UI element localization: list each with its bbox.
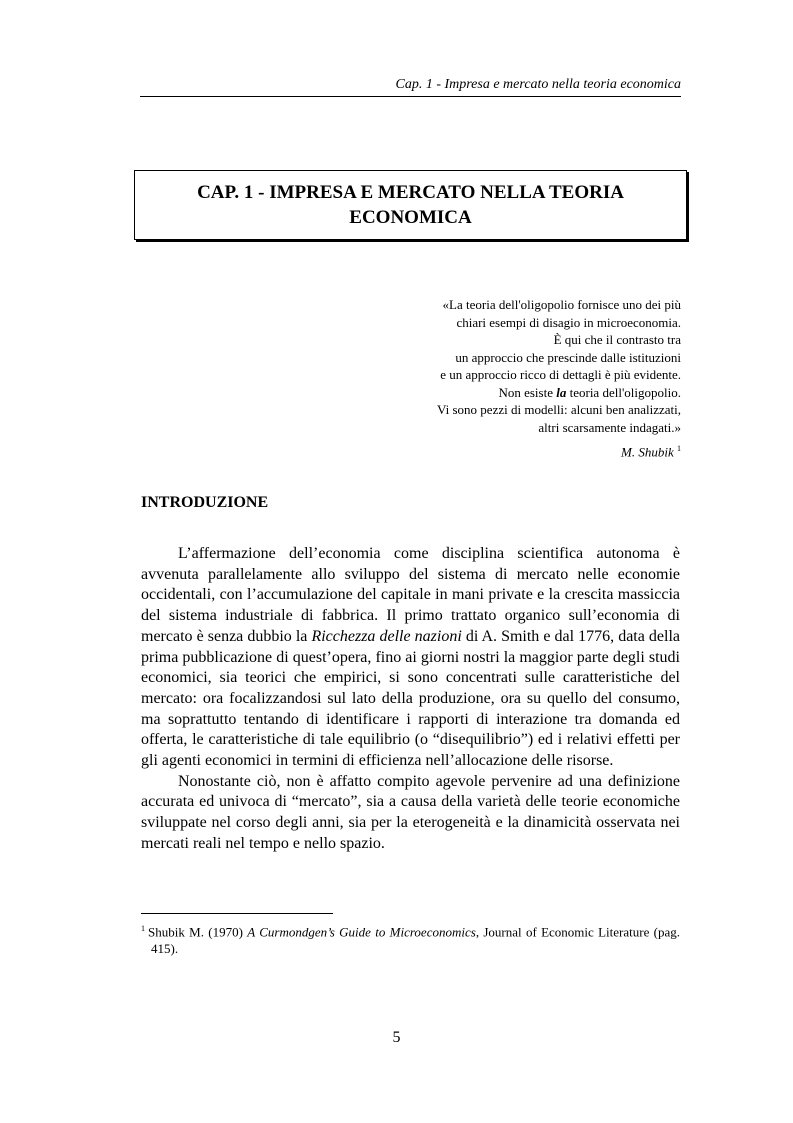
footnote-text: Shubik M. (1970) [148, 924, 248, 940]
chapter-title-box [134, 170, 687, 240]
epigraph [361, 296, 681, 461]
page-number: 5 [392, 1029, 401, 1046]
paragraph [141, 544, 680, 772]
running-header [140, 77, 681, 97]
chapter-title-line-1: CAP. 1 - IMPRESA E MERCATO NELLA TEORIA [197, 182, 624, 203]
paragraph: Nonostante ciò, non è affatto compito agevole pervenire ad una definizione accurata ed univoca di “mercato”, sia a causa della varietà delle teorie economiche sviluppate nel corso degli anni, sia per la eterogeneità e la dinamicità osservata nei mercati reali nel tempo e nello spazio. [141, 772, 680, 852]
footnote-title: A Curmondgen’s Guide to Microeconomics [247, 924, 476, 940]
footnote-number: 1 [141, 924, 145, 933]
book-title: Ricchezza delle nazioni [311, 627, 462, 645]
epigraph-line: È qui che il contrasto tra [553, 332, 681, 347]
footnote-text: , Journal of Economic Literature (pag. 415). [151, 924, 680, 957]
epigraph-line: Vi sono pezzi di modelli: alcuni ben analizzati, [437, 402, 681, 417]
paragraph-text: di A. Smith e dal 1776, data della prima pubblicazione di quest’opera, fino ai giorni nostri la maggior parte degli studi economici, sia teorici che empirici, si sono concentrati sulle caratteristiche del mercato: ora focalizzandosi sul lato della produzione, ora su quello del consumo, ma soprattutto tentando di identificare i rapporti di interazione tra domanda ed offerta, le caratteristiche di tale equilibrio (o “disequilibrio”) ed i relativi effetti per gli agenti economici in termini di efficienza nell’allocazione delle risorse. [141, 627, 680, 770]
epigraph-footnote-ref[interactable]: 1 [677, 444, 681, 453]
footnote-separator [141, 913, 333, 914]
footnote [141, 920, 680, 957]
epigraph-author [361, 440, 681, 461]
body-text [141, 544, 680, 855]
epigraph-line: e un approccio ricco di dettagli è più evidente. [440, 367, 681, 382]
epigraph-author-name: M. Shubik [621, 444, 674, 460]
epigraph-line: «La teoria dell'oligopolio fornisce uno dei più [442, 297, 681, 312]
epigraph-emphasis: la [556, 384, 567, 400]
running-header-title: Cap. 1 - Impresa e mercato nella teoria economica [395, 77, 681, 92]
epigraph-text: Non esiste [498, 384, 557, 400]
epigraph-line: chiari esempi di disagio in microeconomia. [456, 314, 681, 330]
chapter-title-line-2: ECONOMICA [349, 207, 472, 228]
paragraph-text: L’affermazione dell’economia come disciplina scientifica autonoma è avvenuta parallelamente allo sviluppo del sistema di mercato nelle economie occidentali, con l’accumulazione del capitale in mani private e la crescita massiccia del sistema industriale di fabbrica. Il primo trattato organico sull’economia di mercato è senza dubbio la [141, 545, 680, 645]
epigraph-text: teoria dell'oligopolio. [566, 384, 681, 400]
section-title: INTRODUZIONE [141, 494, 269, 511]
epigraph-line: altri scarsamente indagati.» [538, 419, 681, 435]
epigraph-line [361, 384, 681, 402]
epigraph-line: un approccio che prescinde dalle istituzioni [455, 349, 681, 365]
